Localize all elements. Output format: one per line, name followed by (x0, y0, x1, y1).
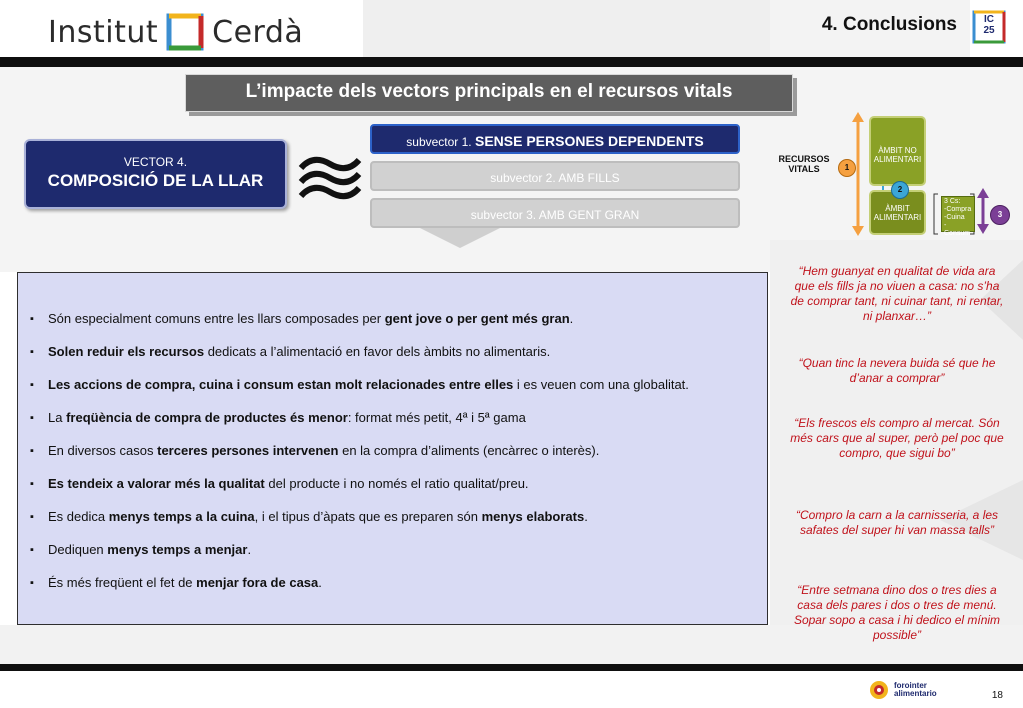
bullet-emphasis: menys temps a menjar (107, 542, 248, 557)
quote-3: “Els frescos els compro al mercat. Són més cars que al super, però pel poc que compro, que sigui bo” (790, 416, 1004, 460)
bullet-text: Són especialment comuns entre les llars composades per (48, 311, 385, 326)
cs-item: -Compra (944, 206, 972, 213)
slide-heading: L’impacte dels vectors principals en el recursos vitals (185, 74, 793, 112)
bullet-text: És més freqüent el fet de (48, 575, 197, 590)
ambit-no-alimentari-box (869, 116, 926, 186)
recursos-label-line2: VITALS (788, 164, 820, 174)
findings-panel (17, 272, 768, 625)
cs-box (941, 196, 975, 237)
logo-mark-icon (166, 13, 204, 51)
page-number: 18 (991, 690, 1003, 701)
cs-title: 3 Cs: (944, 198, 961, 205)
vector-title: COMPOSICIÓ DE LA LLAR (47, 171, 264, 190)
ambit-no-line1: ÀMBIT NO (878, 146, 917, 155)
footer-logo-line1: forointer (894, 681, 927, 690)
bullet-text: Es dedica (48, 509, 109, 524)
bullet-emphasis: Es tendeix a valorar més la qualitat (48, 476, 265, 491)
logo-text-right: Cerdà (212, 14, 304, 50)
bullet-text: , i el tipus d’àpats que es preparen són (254, 509, 482, 524)
forointer-logo-icon (868, 679, 890, 701)
findings-list-item (30, 542, 759, 575)
ambit-no-line2: ALIMENTARI (873, 155, 922, 164)
quote-5: “Entre setmana dino dos o tres dies a casa dels pares i dos o tres de menú. Sopar sopo a casa i hi dedico el mínim possible” (793, 583, 1001, 642)
bullet-text: . (318, 575, 322, 590)
bullet-emphasis: Solen reduir els recursos (48, 344, 205, 359)
bullet-text: Dediquen (48, 542, 108, 557)
bullet-text: La (48, 410, 67, 425)
findings-list-item (30, 311, 759, 344)
subvector-2-button[interactable] (370, 161, 740, 191)
circle-2-badge: 2 (891, 181, 909, 199)
forointer-logo (868, 676, 958, 704)
bullet-emphasis: menys temps a la cuina (108, 509, 255, 524)
quote-1: “Hem guanyat en qualitat de vida ara que els fills ja no viuen a casa: no s’ha de comprar tant, ni cuinar tant, ni rentar, ni planxar…” (790, 264, 1004, 323)
subvector-1-prefix: subvector 1. (406, 135, 472, 149)
bullet-emphasis: gent jove o per gent més gran (384, 311, 570, 326)
circle-3-badge: 3 (990, 205, 1010, 225)
badge-text-bottom: 25 (983, 25, 995, 36)
subvector-2-label: subvector 2. AMB FILLS (490, 171, 620, 185)
bullet-text: . (584, 509, 588, 524)
subvector-1-label: SENSE PERSONES DEPENDENTS (474, 133, 704, 149)
bullet-emphasis: menys elaborats (481, 509, 585, 524)
footer-logo-line2: alimentario (894, 689, 937, 698)
bullet-text: i es veuen com una globalitat. (513, 377, 689, 392)
ambit-line2: ALIMENTARI (873, 213, 922, 222)
bullet-text: : format més petit, 4ª i 5ª gama (347, 410, 526, 425)
circle-1-badge: 1 (838, 159, 856, 177)
cs-item: -Consum (944, 222, 971, 237)
bullet-text: del producte i no només el ratio qualitat/preu. (264, 476, 529, 491)
logo-text-left: Institut (48, 14, 159, 50)
bullet-text: En diversos casos (48, 443, 158, 458)
bullet-emphasis: freqüència de compra de productes és menor (66, 410, 348, 425)
bullet-text: dedicats a l’alimentació en favor dels àmbits no alimentaris. (204, 344, 551, 359)
findings-list-item (30, 476, 759, 509)
bullet-text: . (569, 311, 574, 326)
findings-list-item (30, 443, 759, 476)
vector-number: VECTOR 4. (123, 155, 188, 169)
bullet-text: en la compra d’aliments (encàrrec o interès). (338, 443, 600, 458)
recursos-label-line1: RECURSOS (778, 154, 830, 164)
subvector-1-button[interactable] (370, 124, 740, 154)
institut-cerda-logo (48, 10, 303, 54)
footer-divider (0, 664, 1023, 671)
section-title: 4. Conclusions (821, 14, 957, 35)
header-divider (0, 57, 1023, 67)
findings-list-item (30, 377, 759, 410)
findings-list-item (30, 509, 759, 542)
badge-text-top: IC (984, 14, 994, 25)
cs-item: -Cuina (944, 214, 965, 221)
findings-list (30, 311, 759, 608)
subvector-3-button[interactable] (370, 198, 740, 228)
findings-list-item (30, 410, 759, 443)
quote-2: “Quan tinc la nevera buida sé que he d’anar a comprar” (798, 356, 996, 385)
bullet-emphasis: terceres persones intervenen (157, 443, 339, 458)
subvector-3-label: subvector 3. AMB GENT GRAN (470, 208, 640, 222)
vector-box (24, 139, 287, 209)
approx-symbol-icon (297, 152, 363, 204)
ambit-line1: ÀMBIT (885, 204, 910, 213)
bullet-text: . (247, 542, 252, 557)
findings-list-item (30, 575, 759, 608)
recursos-vitals-label (772, 154, 836, 174)
quote-4: “Compro la carn a la carnisseria, a les safates del super hi van massa talls” (795, 508, 999, 537)
bullet-emphasis: Les accions de compra, cuina i consum estan molt relacionades entre elles (48, 377, 514, 392)
findings-list-item (30, 344, 759, 377)
bullet-emphasis: menjar fora de casa (196, 575, 319, 590)
